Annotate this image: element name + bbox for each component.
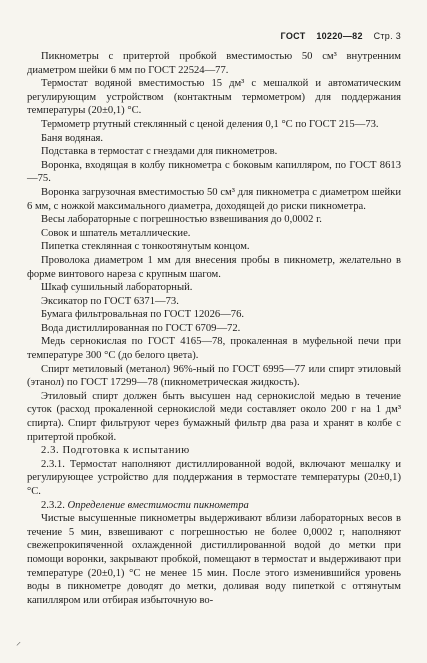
paragraph-2-3-2-body: Чистые высушенные пикнометры выдерживают вблизи лабораторных весов в течение 5 мин, взвешивают с погрешностью не более 0,0002 г, наполняют свежепрокипяченной охлажденной дистиллированной водой до метки при помощи воронки, закрывают пробкой, помещают в термостат и выдерживают при температуре (20±0,1) °С не менее 15 мин. После этого изменившийся уровень воды в пикнометре доводят до метки, доливая воду пипеткой с оттянутым капилляром или отбирая избыточную во- [27,513,401,606]
paragraph: Шкаф сушильный лабораторный. [41,282,193,294]
paragraph: Бумага фильтровальная по ГОСТ 12026—76. [41,309,245,321]
page-header [273,31,401,41]
section-heading: 2.3. Подготовка к испытанию [41,445,190,457]
paragraph: Баня водяная. [41,132,104,144]
margin-mark: ⸍ [16,641,21,652]
paragraph: Проволока диаметром 1 мм для внесения пробы в пикнометр, желательно в форме винтового нареза с крупным шагом. [27,254,401,280]
paragraph: Этиловый спирт должен быть высушен над сернокислой медью в течение суток (расход прокаленной сернокислой меди составляет около 200 г на 1 дм³ спирта). Спирт фильтруют через бумажный фильтр два раза и хранят в колбе с притертой пробкой. [27,390,401,443]
paragraph: Термометр ртутный стеклянный с ценой деления 0,1 °С по ГОСТ 215—73. [41,118,379,130]
paragraph-2-3-1: 2.3.1. Термостат наполняют дистиллированной водой, включают мешалку и регулирующее устройство для поддержания в термостате температуры (20±0,1) °С. [27,458,401,497]
paragraph: Совок и шпатель металлические. [41,227,191,239]
document-body [27,50,401,607]
paragraph: Эксикатор по ГОСТ 6371—73. [41,295,179,307]
subsection-2-3-2 [27,499,401,513]
paragraph: Воронка, входящая в колбу пикнометра с боковым капилляром, по ГОСТ 8613—75. [27,159,401,185]
paragraph: Подставка в термостат с гнездами для пикнометров. [41,146,278,158]
paragraph: Весы лабораторные с погрешностью взвешивания до 0,0002 г. [41,214,322,226]
paragraph: Пикнометры с притертой пробкой вместимостью 50 см³ внутренним диаметром шейки 6 мм по ГОСТ 22524—77. [27,51,401,76]
paragraph: Медь сернокислая по ГОСТ 4165—78, прокаленная в муфельной печи при температуре 300 °С (до белого цвета). [27,336,401,362]
subsection-title: Определение вместимости пикнометра [67,499,249,511]
paragraph: Пипетка стеклянная с тонкоотянутым концом. [41,241,250,253]
subsection-number: 2.3.2. [41,499,65,511]
paragraph: Воронка загрузочная вместимостью 50 см³ для пикнометра с диаметром шейки 6 мм, с ножкой максимального диаметра, доходящей до риски пикнометра. [27,186,401,212]
standard-label: ГОСТ [280,31,306,41]
paragraph: Вода дистиллированная по ГОСТ 6709—72. [41,322,241,334]
standard-number: 10220—82 [316,31,363,41]
paragraph: Термостат водяной вместимостью 15 дм³ с мешалкой и автоматическим регулирующим устройством (контактным термометром) для поддержания температуры (20±0,1) °С. [27,78,401,117]
page-number: Стр. 3 [373,31,401,41]
paragraph: Спирт метиловый (метанол) 96%-ный по ГОСТ 6995—77 или спирт этиловый (этанол) по ГОСТ 17299—78 (пикнометрическая жидкость). [27,363,401,389]
